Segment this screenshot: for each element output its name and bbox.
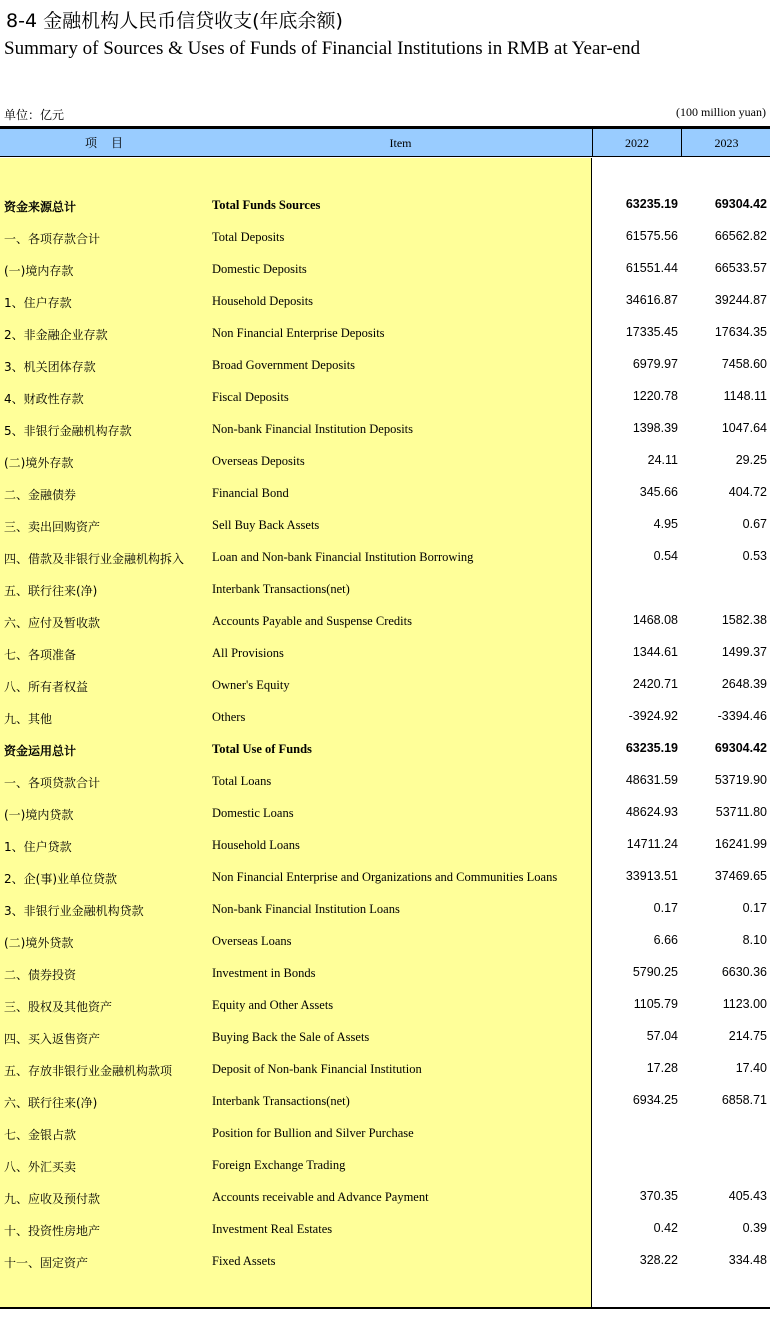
value-2022: 6.66 <box>653 933 678 947</box>
row-label-cn: 四、借款及非银行业金融机构拆入 <box>4 552 185 566</box>
row-label-en: Accounts Payable and Suspense Credits <box>212 614 412 628</box>
row-label-en: Broad Government Deposits <box>212 358 356 372</box>
table-row <box>0 1150 770 1182</box>
row-label-en: Non Financial Enterprise Deposits <box>212 326 385 340</box>
value-2022: 4.95 <box>653 517 678 531</box>
row-label-cn: 五、存放非银行业金融机构款项 <box>4 1064 173 1078</box>
value-2023: 16241.99 <box>714 837 767 851</box>
value-2022: 6979.97 <box>632 357 678 371</box>
table-row <box>0 542 770 574</box>
value-2023: 1499.37 <box>721 645 767 659</box>
row-label-en: Overseas Loans <box>212 934 292 948</box>
table-row <box>0 734 770 766</box>
unit-label-cn: 单位：亿元 <box>4 108 65 122</box>
header-item-cn: 项目 <box>84 136 137 150</box>
table-row <box>0 670 770 702</box>
row-label-cn: 六、联行往来(净) <box>4 1096 98 1110</box>
row-label-cn: 一、各项贷款合计 <box>4 776 101 790</box>
row-label-cn: 1、住户贷款 <box>4 840 72 854</box>
row-label-en: Others <box>212 710 246 724</box>
value-2023: -3394.46 <box>717 709 767 723</box>
table-row <box>0 222 770 254</box>
table-row <box>0 1214 770 1246</box>
value-2022: 6934.25 <box>632 1093 678 1107</box>
row-label-en: Loan and Non-bank Financial Institution Borrowing <box>212 550 474 564</box>
value-2022: 61575.56 <box>625 229 678 243</box>
row-label-cn: (二)境外存款 <box>4 456 74 470</box>
row-label-en: Interbank Transactions(net) <box>212 582 350 596</box>
row-label-cn: 4、财政性存款 <box>4 392 84 406</box>
row-label-cn: 资金运用总计 <box>4 744 77 758</box>
value-2023: 53719.90 <box>714 773 767 787</box>
value-2023: 1047.64 <box>721 421 767 435</box>
row-label-en: Fiscal Deposits <box>212 390 289 404</box>
row-label-en: Domestic Deposits <box>212 262 307 276</box>
row-label-en: Equity and Other Assets <box>212 998 334 1012</box>
row-label-cn: 九、其他 <box>4 712 53 726</box>
row-label-cn: (二)境外贷款 <box>4 936 74 950</box>
row-label-en: Sell Buy Back Assets <box>212 518 320 532</box>
table-row <box>0 254 770 286</box>
value-2023: 6630.36 <box>721 965 767 979</box>
row-label-cn: 三、股权及其他资产 <box>4 1000 113 1014</box>
row-label-cn: 十、投资性房地产 <box>4 1224 101 1238</box>
row-label-en: Total Use of Funds <box>212 742 312 756</box>
row-label-en: Investment in Bonds <box>212 966 316 980</box>
value-2022: 1398.39 <box>632 421 678 435</box>
row-label-cn: 3、机关团体存款 <box>4 360 96 374</box>
row-label-en: All Provisions <box>212 646 284 660</box>
value-2022: 1105.79 <box>633 997 678 1011</box>
table-header <box>0 129 770 157</box>
table-row <box>0 350 770 382</box>
row-label-cn: 资金来源总计 <box>4 200 77 214</box>
value-2022: 2420.71 <box>632 677 678 691</box>
page-title-en: Summary of Sources & Uses of Funds of Financial Institutions in RMB at Year-end <box>4 38 641 59</box>
value-2023: 7458.60 <box>721 357 767 371</box>
row-label-cn: 2、企(事)业单位贷款 <box>4 872 117 886</box>
value-2023: 8.10 <box>742 933 767 947</box>
row-label-en: Non-bank Financial Institution Deposits <box>212 422 414 436</box>
value-2022: 0.42 <box>653 1221 678 1235</box>
row-label-en: Overseas Deposits <box>212 454 305 468</box>
row-label-cn: 三、卖出回购资产 <box>4 520 101 534</box>
value-2022: -3924.92 <box>628 709 678 723</box>
unit-label-en: (100 million yuan) <box>676 105 766 119</box>
table-row <box>0 190 770 222</box>
table-row <box>0 830 770 862</box>
table-row <box>0 318 770 350</box>
table-row <box>0 958 770 990</box>
value-2023: 66562.82 <box>714 229 767 243</box>
row-label-en: Financial Bond <box>212 486 289 500</box>
row-label-cn: 四、买入返售资产 <box>4 1032 101 1046</box>
row-label-en: Position for Bullion and Silver Purchase <box>212 1126 414 1140</box>
table-row <box>0 286 770 318</box>
row-label-en: Non-bank Financial Institution Loans <box>212 902 400 916</box>
value-2022: 1220.78 <box>632 389 678 403</box>
value-2022: 63235.19 <box>625 741 678 755</box>
value-2023: 17634.35 <box>714 325 767 339</box>
value-2023: 17.40 <box>735 1061 767 1075</box>
table-row <box>0 414 770 446</box>
value-2023: 404.72 <box>728 485 767 499</box>
row-label-cn: 七、金银占款 <box>4 1128 77 1142</box>
value-2022: 33913.51 <box>625 869 678 883</box>
row-label-cn: 1、住户存款 <box>4 296 72 310</box>
value-2023: 1582.38 <box>721 613 767 627</box>
header-item-en: Item <box>389 136 412 150</box>
table-row <box>0 638 770 670</box>
table-row <box>0 894 770 926</box>
table-row <box>0 1086 770 1118</box>
value-2022: 17.28 <box>646 1061 678 1075</box>
value-2023: 69304.42 <box>714 741 767 755</box>
table-row <box>0 574 770 606</box>
value-2023: 334.48 <box>728 1253 767 1267</box>
row-label-en: Total Funds Sources <box>212 198 321 212</box>
row-label-cn: 八、所有者权益 <box>4 680 89 694</box>
row-label-en: Buying Back the Sale of Assets <box>212 1030 370 1044</box>
value-2022: 57.04 <box>646 1029 678 1043</box>
row-label-en: Foreign Exchange Trading <box>212 1158 346 1172</box>
row-label-cn: 七、各项准备 <box>4 648 77 662</box>
page-title-cn: 8-4 金融机构人民币信贷收支(年底余额) <box>6 10 343 32</box>
table-row <box>0 702 770 734</box>
row-label-en: Total Loans <box>212 774 272 788</box>
table-row <box>0 478 770 510</box>
table-row <box>0 990 770 1022</box>
value-2023: 53711.80 <box>715 805 767 819</box>
value-2022: 0.54 <box>653 549 678 563</box>
value-2022: 63235.19 <box>625 197 678 211</box>
table-row <box>0 1118 770 1150</box>
row-label-en: Investment Real Estates <box>212 1222 333 1236</box>
row-label-cn: 3、非银行业金融机构贷款 <box>4 904 144 918</box>
header-year-2023: 2023 <box>681 129 770 156</box>
row-label-cn: 六、应付及暂收款 <box>4 616 101 630</box>
value-2022: 0.17 <box>653 901 678 915</box>
row-label-en: Total Deposits <box>212 230 285 244</box>
row-label-en: Household Deposits <box>212 294 314 308</box>
row-label-cn: 二、金融债券 <box>4 488 77 502</box>
table-row <box>0 798 770 830</box>
table-row <box>0 862 770 894</box>
row-label-en: Interbank Transactions(net) <box>212 1094 350 1108</box>
table-row <box>0 1182 770 1214</box>
value-2022: 328.22 <box>639 1253 678 1267</box>
row-label-cn: 九、应收及预付款 <box>4 1192 101 1206</box>
value-2023: 29.25 <box>735 453 767 467</box>
row-label-en: Deposit of Non-bank Financial Institution <box>212 1062 422 1076</box>
value-2022: 14711.24 <box>626 837 678 851</box>
value-2022: 24.11 <box>647 453 678 467</box>
table-row <box>0 382 770 414</box>
row-label-en: Owner's Equity <box>212 678 290 692</box>
value-2023: 0.53 <box>742 549 767 563</box>
value-2022: 17335.45 <box>625 325 678 339</box>
value-2022: 61551.44 <box>625 261 678 275</box>
value-2022: 1344.61 <box>632 645 678 659</box>
header-year-2022: 2022 <box>592 129 681 156</box>
value-2023: 214.75 <box>728 1029 767 1043</box>
value-2023: 66533.57 <box>714 261 767 275</box>
value-2022: 370.35 <box>639 1189 678 1203</box>
row-label-cn: (一)境内贷款 <box>4 808 74 822</box>
table-bottom-rule <box>0 1307 770 1309</box>
value-2023: 1123.00 <box>722 997 767 1011</box>
value-2022: 5790.25 <box>632 965 678 979</box>
value-2022: 48631.59 <box>625 773 678 787</box>
value-2023: 2648.39 <box>721 677 767 691</box>
value-2023: 37469.65 <box>714 869 767 883</box>
value-2023: 0.17 <box>742 901 767 915</box>
row-label-cn: 五、联行往来(净) <box>4 584 98 598</box>
row-label-cn: 一、各项存款合计 <box>4 232 101 246</box>
row-label-en: Fixed Assets <box>212 1254 276 1268</box>
row-label-cn: 十一、固定资产 <box>4 1256 89 1270</box>
table-row <box>0 1246 770 1278</box>
table-row <box>0 510 770 542</box>
row-label-en: Accounts receivable and Advance Payment <box>212 1190 429 1204</box>
row-label-en: Household Loans <box>212 838 300 852</box>
row-label-cn: (一)境内存款 <box>4 264 74 278</box>
table-body <box>0 190 770 1278</box>
value-2023: 0.67 <box>742 517 767 531</box>
value-2023: 0.39 <box>742 1221 767 1235</box>
value-2023: 1148.11 <box>723 389 767 403</box>
value-2023: 39244.87 <box>714 293 767 307</box>
value-2022: 345.66 <box>639 485 678 499</box>
value-2023: 6858.71 <box>721 1093 767 1107</box>
row-label-cn: 2、非金融企业存款 <box>4 328 108 342</box>
table-row <box>0 1054 770 1086</box>
value-2023: 405.43 <box>728 1189 767 1203</box>
value-2023: 69304.42 <box>714 197 767 211</box>
table-row <box>0 766 770 798</box>
table-row <box>0 606 770 638</box>
table-row <box>0 1022 770 1054</box>
value-2022: 1468.08 <box>632 613 678 627</box>
row-label-en: Non Financial Enterprise and Organizations and Communities Loans <box>212 870 558 884</box>
value-2022: 34616.87 <box>625 293 678 307</box>
row-label-cn: 八、外汇买卖 <box>4 1160 77 1174</box>
row-label-cn: 二、债券投资 <box>4 968 77 982</box>
row-label-cn: 5、非银行金融机构存款 <box>4 424 132 438</box>
row-label-en: Domestic Loans <box>212 806 294 820</box>
table-row <box>0 926 770 958</box>
table-row <box>0 446 770 478</box>
value-2022: 48624.93 <box>625 805 678 819</box>
